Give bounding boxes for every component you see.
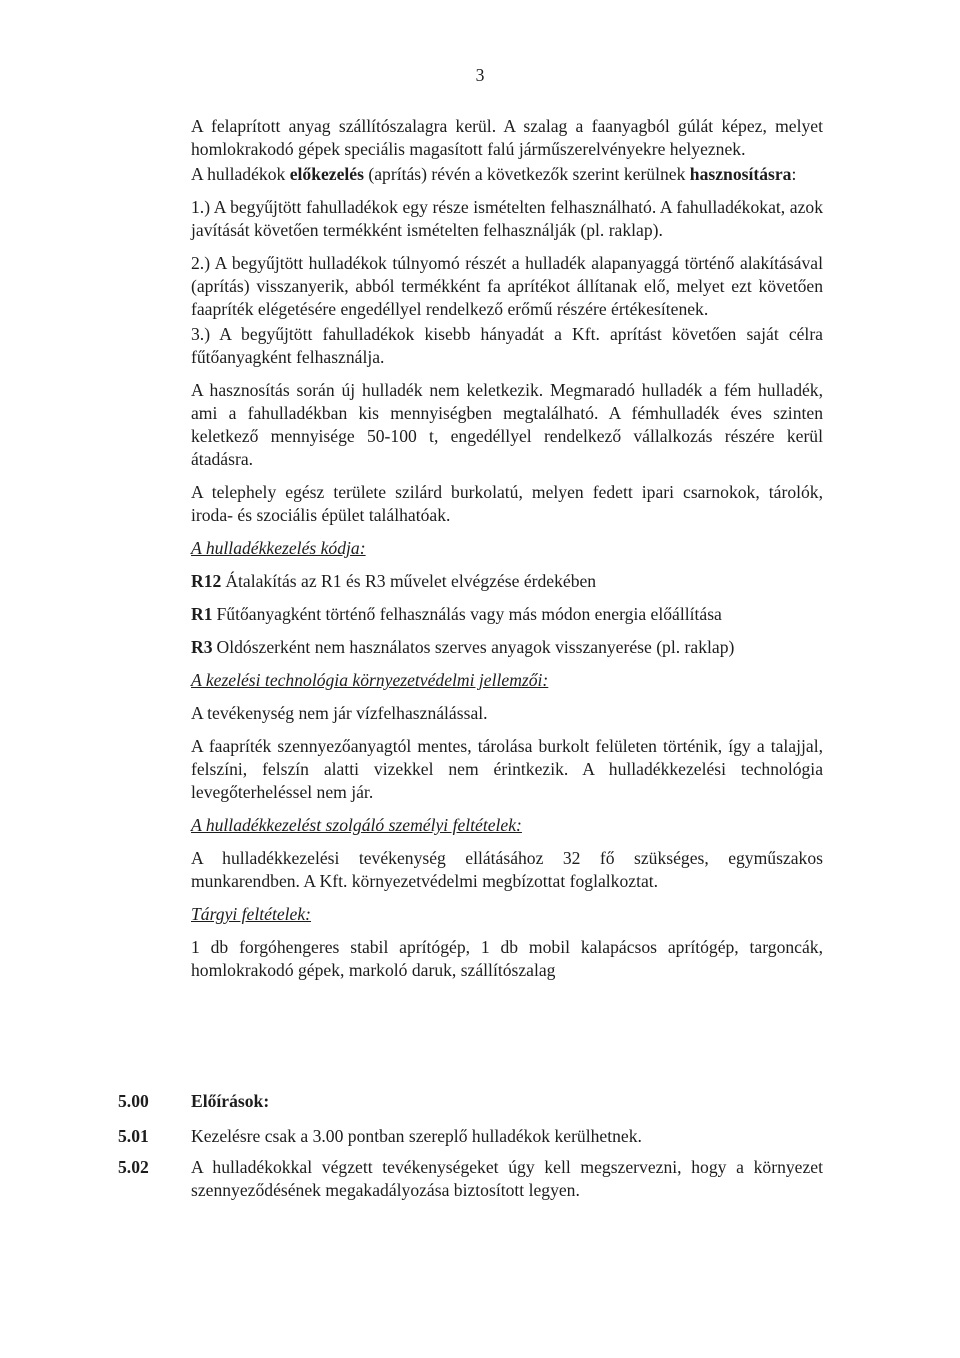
paragraph-transport: A felaprított anyag szállítószalagra kerül. A szalag a faanyagból gúlát képez, melyet homlokrakodó gépek speciális magasított falú járműszerelvényekre helyeznek. (191, 116, 823, 159)
heading-staff: A hulladékkezelést szolgáló személyi feltételek: (191, 815, 522, 835)
code-r1: R1 Fűtőanyagként történő felhasználás vagy más módon energia előállítása (191, 604, 722, 624)
section-text: A hulladékokkal végzett tevékenységeket úgy kell megszervezni, hogy a környezet szennyeződésének megakadályozása biztosított legyen. (191, 1157, 823, 1200)
heading-treatment-code: A hulladékkezelés kódja: (191, 538, 366, 558)
paragraph-site: A telephely egész területe szilárd burkolatú, melyen fedett ipari csarnokok, tárolók, iroda- és szociális épület találhatóak. (191, 482, 823, 525)
heading-equipment: Tárgyi feltételek: (191, 904, 312, 924)
list-item-2: 2.) A begyűjtött hulladékok túlnyomó részét a hulladék alapanyaggá történő alakításával (aprítás) visszanyerik, abból termékként fa aprítékot állítanak elő, melyet ezt követően faapríték elégetésére engedéllyel rendelkező erőmű részére értékesítenek. (191, 253, 823, 319)
bold-recovery: hasznosításra (689, 164, 792, 184)
section-number: 5.01 (118, 1126, 149, 1146)
list-item-3: 3.) A begyűjtött fahulladékok kisebb hányadát a Kft. aprítást követően saját célra fűtőanyagként felhasználja. (191, 324, 823, 367)
bold-pretreatment: előkezelés (289, 164, 364, 184)
code-r3: R3 Oldószerként nem használatos szerves anyagok visszanyerése (pl. raklap) (191, 637, 735, 657)
paragraph-recovery: A hasznosítás során új hulladék nem keletkezik. Megmaradó hulladék a fém hulladék, ami a fahulladékban kis mennyiségben megtalálható. A fémhulladék éves szinten keletkező mennyisége 50-100 t, engedéllyel rendelkező vállalkozás részére kerül átadásra. (191, 380, 823, 469)
heading-technology: A kezelési technológia környezetvédelmi jellemzői: (191, 670, 549, 690)
paragraph-woodchips: A faapríték szennyezőanyagtól mentes, tárolása burkolt felületen történik, így a talajjal, felszíni, felszín alatti vizekkel nem érintkezik. A hulladékkezelési technológia levegőterheléssel nem jár. (191, 736, 823, 802)
section-number: 5.00 (118, 1091, 149, 1111)
section-number: 5.02 (118, 1157, 149, 1177)
code-r12: R12 Átalakítás az R1 és R3 művelet elvégzése érdekében (191, 571, 597, 591)
section-text: Kezelésre csak a 3.00 pontban szereplő hulladékok kerülhetnek. (191, 1126, 642, 1146)
paragraph-equipment: 1 db forgóhengeres stabil aprítógép, 1 db mobil kalapácsos aprítógép, targoncák, homlokrakodó gépek, markoló daruk, szállítószalag (191, 937, 823, 980)
paragraph-pretreatment: A hulladékok előkezelés (aprítás) révén a következők szerint kerülnek hasznosításra: (191, 164, 797, 184)
section-5-02 (118, 1156, 823, 1202)
section-title: Előírások: (191, 1091, 270, 1111)
page-number: 3 (475, 65, 485, 85)
list-item-1: 1.) A begyűjtött fahulladékok egy része ismételten felhasználható. A fahulladékokat, azok javítását követően termékként ismételten felhasználják (pl. raklap). (191, 197, 823, 240)
paragraph-water: A tevékenység nem jár vízfelhasználással. (191, 703, 488, 723)
paragraph-staff: A hulladékkezelési tevékenység ellátásához 32 fő szükséges, egyműszakos munkarendben. A Kft. környezetvédelmi megbízottat foglalkoztat. (191, 848, 823, 891)
section-5-01 (118, 1125, 823, 1148)
section-5-00 (118, 1090, 823, 1113)
document-body (191, 115, 823, 992)
